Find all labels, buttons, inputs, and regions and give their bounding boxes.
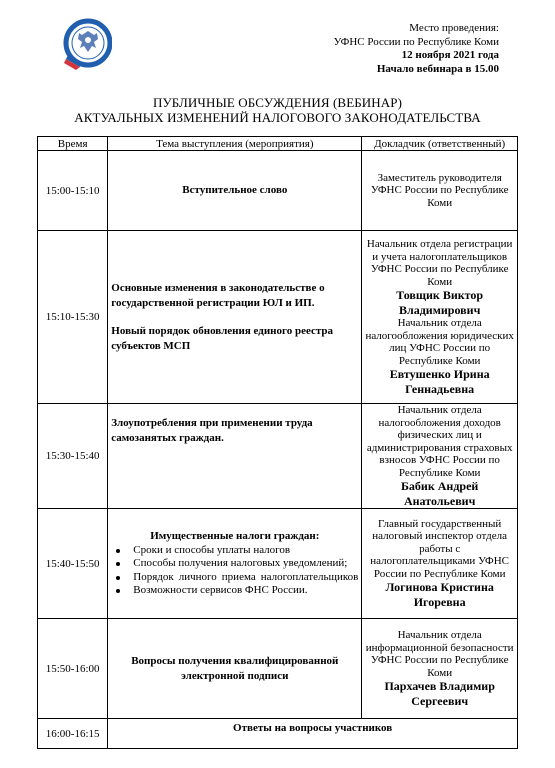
list-item: Порядок личного приема налогоплательщиков bbox=[111, 571, 358, 585]
table-row bbox=[38, 404, 518, 509]
venue-info bbox=[334, 22, 499, 76]
row-topic bbox=[108, 151, 362, 231]
row-time: 15:50-16:00 bbox=[38, 619, 108, 719]
table-row bbox=[38, 719, 518, 749]
table-row bbox=[38, 509, 518, 619]
agenda-table bbox=[37, 136, 518, 749]
row-time: 16:00-16:15 bbox=[38, 719, 108, 749]
speaker-name: Логинова Кристина Игоревна bbox=[385, 580, 494, 609]
row-speaker bbox=[362, 509, 518, 619]
topic-title: Основные изменения в законодательстве о государственной регистрации ЮЛ и ИП. bbox=[111, 282, 325, 309]
row-time: 15:40-15:50 bbox=[38, 509, 108, 619]
venue-place: УФНС России по Республике Коми bbox=[333, 35, 499, 48]
header-speaker: Докладчик (ответственный) bbox=[362, 137, 518, 151]
row-speaker bbox=[362, 231, 518, 404]
speaker-position: Главный государственный налоговый инспектор отдела работы с налогоплательщиками УФНС России по Республике Коми bbox=[370, 517, 510, 580]
table-row bbox=[38, 619, 518, 719]
title-line-2: АКТУАЛЬНЫХ ИЗМЕНЕНИЙ НАЛОГОВОГО ЗАКОНОДАТЕЛЬСТВА bbox=[74, 109, 481, 125]
speaker-position: Начальник отдела информационной безопасности УФНС России по Республике Коми bbox=[365, 629, 514, 679]
topic-title: Вопросы получения квалифицированной электронной подписи bbox=[131, 655, 339, 682]
page-title bbox=[0, 96, 555, 125]
list-item: Способы получения налоговых уведомлений; bbox=[111, 557, 358, 571]
topic-title: Новый порядок обновления единого реестра субъектов МСП bbox=[111, 325, 334, 352]
row-topic bbox=[108, 404, 362, 509]
topic-title: Ответы на вопросы участников bbox=[233, 722, 393, 734]
row-time: 15:00-15:10 bbox=[38, 151, 108, 231]
topic-title: Вступительное слово bbox=[182, 184, 288, 197]
table-header-row bbox=[38, 137, 518, 151]
speaker-name: Пархачев Владимир Сергеевич bbox=[384, 679, 495, 708]
speaker-name: Бабик Андрей Анатольевич bbox=[401, 479, 479, 508]
speaker-name: Товщик Виктор Владимирович bbox=[396, 288, 484, 317]
row-time: 15:10-15:30 bbox=[38, 231, 108, 404]
event-start: Начало вебинара в 15.00 bbox=[376, 62, 499, 75]
header-topic: Тема выступления (мероприятия) bbox=[108, 137, 362, 151]
speaker-position: Начальник отдела налогообложения доходов физических лиц и администрирования страховых взносов УФНС России по Республике Коми bbox=[366, 404, 513, 479]
header-time: Время bbox=[38, 137, 108, 151]
speaker-position: Заместитель руководителя УФНС России по Республике Коми bbox=[370, 171, 509, 209]
topic-title: Злоупотребления при применении труда самозанятых граждан. bbox=[111, 417, 313, 444]
row-speaker bbox=[362, 151, 518, 231]
topic-title: Имущественные налоги граждан: bbox=[150, 530, 320, 543]
row-topic bbox=[108, 509, 362, 619]
speaker-position: Начальник отдела налогообложения юридических лиц УФНС России по Республике Коми bbox=[365, 317, 514, 367]
row-topic bbox=[108, 619, 362, 719]
row-speaker bbox=[362, 619, 518, 719]
list-item: Возможности сервисов ФНС России. bbox=[111, 584, 358, 598]
speaker-name: Евтушенко Ирина Геннадьевна bbox=[389, 367, 490, 396]
table-row bbox=[38, 151, 518, 231]
row-topic bbox=[108, 231, 362, 404]
row-topic bbox=[108, 719, 518, 749]
speaker-position: Начальник отдела регистрации и учета налогоплательщиков УФНС России по Республике Коми bbox=[366, 238, 513, 288]
fns-emblem-icon bbox=[62, 18, 112, 72]
topic-bullet-list bbox=[111, 544, 358, 598]
list-item: Сроки и способы уплаты налогов bbox=[111, 544, 358, 558]
row-time: 15:30-15:40 bbox=[38, 404, 108, 509]
venue-label: Место проведения: bbox=[409, 22, 499, 34]
event-date: 12 ноября 2021 года bbox=[401, 49, 499, 61]
title-line-1: ПУБЛИЧНЫЕ ОБСУЖДЕНИЯ (ВЕБИНАР) bbox=[152, 95, 403, 110]
table-row bbox=[38, 231, 518, 404]
row-speaker bbox=[362, 404, 518, 509]
